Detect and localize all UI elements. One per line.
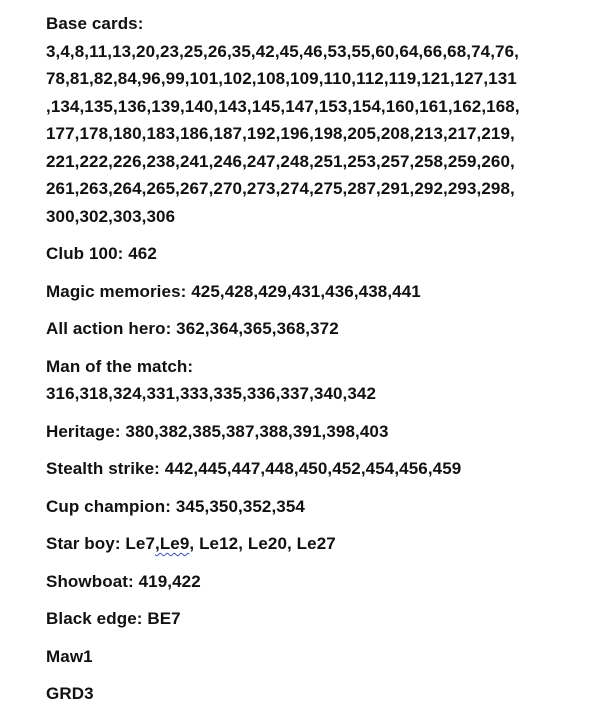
section-label-black-edge: Black edge: [46, 609, 143, 628]
section-label-all-action-hero: All action hero: [46, 319, 172, 338]
section-values-stealth-strike: 442,445,447,448,450,452,454,456,459 [164, 459, 462, 478]
base-cards-line: 78,81,82,84,96,99,101,102,108,109,110,112,119,121,127,131 [46, 69, 517, 88]
section-cup-champion [46, 493, 606, 521]
section-maw [46, 643, 606, 671]
section-star-boy [46, 530, 606, 558]
section-stealth-strike [46, 455, 606, 483]
base-cards-line: 177,178,180,183,186,187,192,196,198,205,208,213,217,219, [46, 124, 515, 143]
section-values-cup-champion: 345,350,352,354 [175, 496, 305, 516]
section-values-heritage: 380,382,385,387,388,391,398,403 [125, 421, 389, 441]
section-label-heritage: Heritage: [46, 421, 121, 441]
section-label-magic-memories: Magic memories: [46, 281, 187, 301]
section-club-100 [46, 240, 606, 268]
star-boy-values-rest: , Le12, Le20, Le27 [189, 534, 336, 553]
section-values-all-action-hero: 362,364,365,368,372 [176, 319, 339, 338]
section-all-action-hero [46, 315, 606, 343]
section-base-cards [46, 10, 606, 230]
section-values-man-of-the-match: 316,318,324,331,333,335,336,337,340,342 [46, 384, 377, 403]
document-body [46, 10, 606, 718]
section-label-grd: GRD3 [46, 684, 94, 703]
base-cards-line: 221,222,226,238,241,246,247,248,251,253,257,258,259,260, [46, 151, 515, 171]
base-cards-line: 3,4,8,11,13,20,23,25,26,35,42,45,46,53,55,60,64,66,68,74,76, [46, 41, 519, 61]
section-heritage [46, 418, 606, 446]
section-label-club-100: Club 100: [46, 244, 124, 263]
section-values-black-edge: BE7 [147, 609, 181, 628]
section-grd [46, 680, 606, 708]
section-values-showboat: 419,422 [138, 571, 201, 591]
section-values-club-100: 462 [128, 244, 157, 263]
section-values-magic-memories: 425,428,429,431,436,438,441 [191, 281, 421, 301]
section-label-showboat: Showboat: [46, 571, 134, 591]
section-label-man-of-the-match: Man of the match: [46, 356, 194, 376]
spellcheck-flagged-text[interactable]: ,Le9 [155, 534, 190, 553]
base-cards-line: 300,302,303,306 [46, 206, 176, 226]
section-label-stealth-strike: Stealth strike: [46, 459, 160, 478]
section-showboat [46, 568, 606, 596]
star-boy-value-le7: Le7 [125, 534, 155, 553]
section-label-cup-champion: Cup champion: [46, 496, 172, 516]
base-cards-line: 261,263,264,265,267,270,273,274,275,287,291,292,293,298, [46, 179, 515, 198]
section-label-star-boy: Star boy: [46, 534, 121, 553]
base-cards-line: ,134,135,136,139,140,143,145,147,153,154,160,161,162,168, [46, 96, 520, 116]
section-man-of-the-match [46, 353, 606, 408]
section-label-maw: Maw1 [46, 646, 93, 666]
section-black-edge [46, 605, 606, 633]
section-label-base-cards: Base cards: [46, 14, 144, 33]
section-magic-memories [46, 278, 606, 306]
